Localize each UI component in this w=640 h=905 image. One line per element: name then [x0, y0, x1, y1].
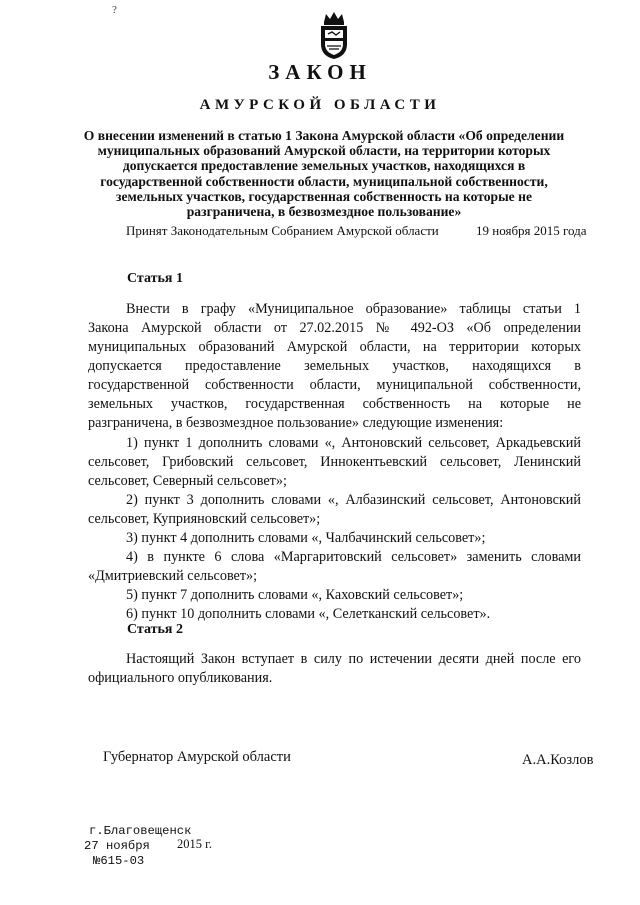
- article-2-line: официального опубликования.: [88, 670, 273, 686]
- stamp-city: г.Благовещенск: [89, 824, 192, 838]
- article-1-item: сельсовет, Грибовский сельсовет, Иннокентьевский сельсовет, Ленинский: [88, 454, 581, 470]
- coat-of-arms-emblem: [316, 10, 352, 60]
- law-subject: О внесении изменений в статью 1 Закона Амурской области «Об определении муниципальных образований Амурской области, на территории которых допускается предоставление земельных участков, находящихся в государственной собственности области, муниципальной собственности, земельных участков, государственная собственность на которые не разграничена, в безвозмездное пользование»: [83, 128, 565, 220]
- stamp-year: 2015 г.: [177, 837, 212, 851]
- article-1-line: Закона Амурской области от 27.02.2015 № 492-ОЗ «Об определении: [88, 320, 581, 336]
- article-2-line: Настоящий Закон вступает в силу по истечении десяти дней после его: [126, 651, 581, 667]
- article-1-line: государственной собственности области, муниципальной собственности,: [88, 377, 581, 393]
- article-1-line: допускается предоставление земельных участков, находящихся в: [88, 358, 581, 374]
- article-1-line: разграничена, в безвозмездное пользование» следующие изменения:: [88, 415, 504, 431]
- article-2-heading: Статья 2: [127, 622, 183, 637]
- article-1-item: 1) пункт 1 дополнить словами «, Антоновский сельсовет, Аркадьевский: [126, 435, 581, 451]
- article-1-item: 6) пункт 10 дополнить словами «, Селетканский сельсовет».: [126, 606, 491, 622]
- governor-position: Губернатор Амурской области: [103, 749, 291, 765]
- law-title: ЗАКОН: [268, 60, 372, 84]
- governor-name: А.А.Козлов: [522, 752, 594, 768]
- stamp-number: №615-03: [93, 854, 145, 868]
- law-region: АМУРСКОЙ ОБЛАСТИ: [199, 97, 441, 113]
- article-1-line: Внести в графу «Муниципальное образование» таблицы статьи 1: [126, 301, 581, 317]
- corner-mark: ?: [112, 4, 117, 16]
- article-1-heading: Статья 1: [127, 271, 183, 286]
- stamp-date: 27 ноября: [84, 839, 150, 853]
- article-1-item: 4) в пункте 6 слова «Маргаритовский сельсовет» заменить словами: [126, 549, 581, 565]
- article-1-item: 2) пункт 3 дополнить словами «, Албазинский сельсовет, Антоновский: [126, 492, 581, 508]
- adoption-text: Принят Законодательным Собранием Амурской области: [126, 223, 439, 238]
- article-1-item: 5) пункт 7 дополнить словами «, Каховский сельсовет»;: [126, 587, 464, 603]
- article-1-item: сельсовет, Северный сельсовет»;: [88, 473, 287, 489]
- article-1-line: земельных участков, государственная собственность на которые не: [88, 396, 581, 412]
- article-1-line: муниципальных образований Амурской области, на территории которых: [88, 339, 581, 355]
- article-1-item: 3) пункт 4 дополнить словами «, Чалбачинский сельсовет»;: [126, 530, 486, 546]
- article-1-item: «Дмитриевский сельсовет»;: [88, 568, 258, 584]
- adoption-date: 19 ноября 2015 года: [476, 223, 587, 238]
- article-1-item: сельсовет, Куприяновский сельсовет»;: [88, 511, 321, 527]
